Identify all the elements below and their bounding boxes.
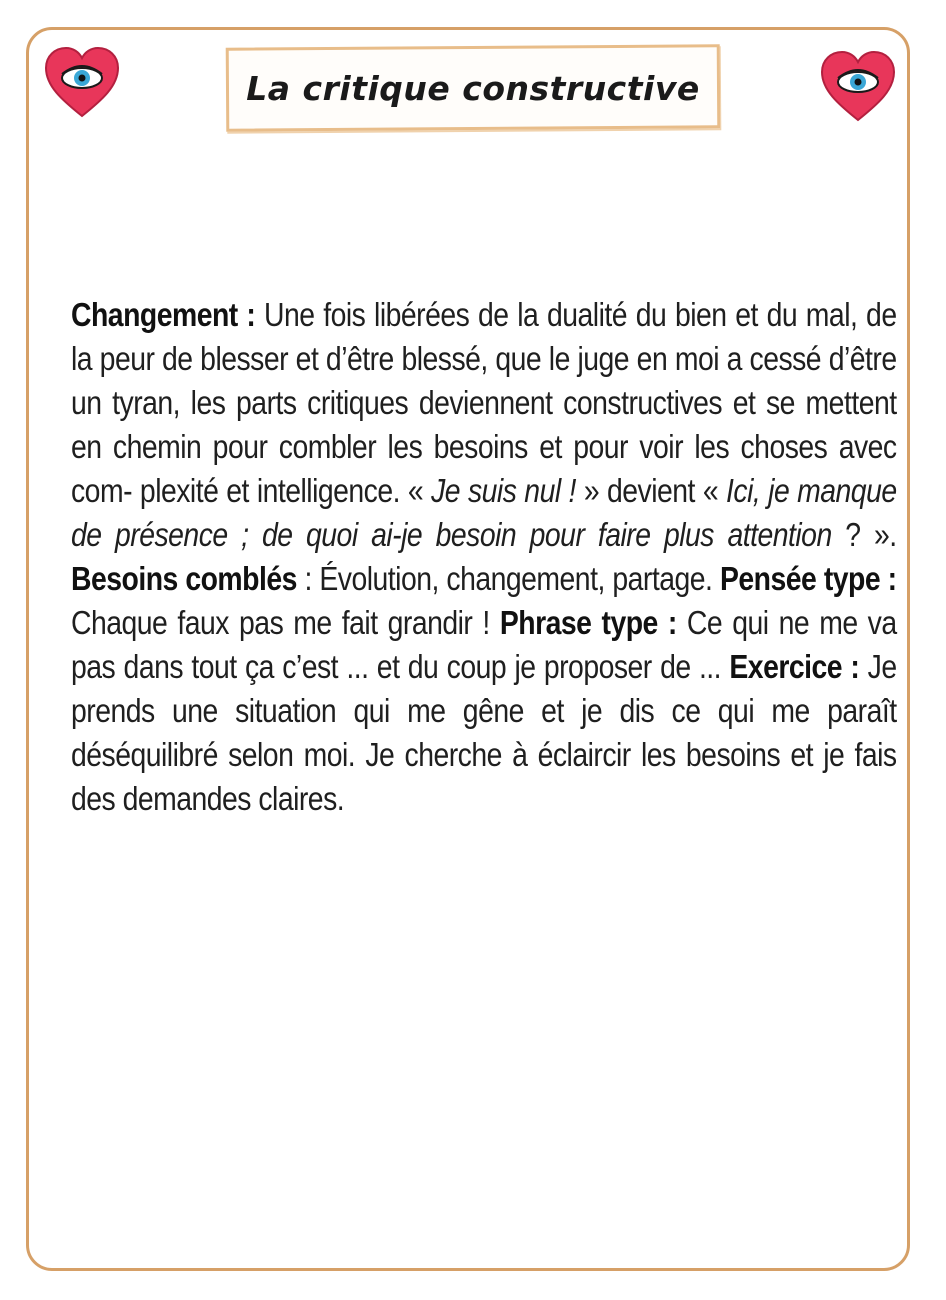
text-segment: » devient « [575, 472, 727, 509]
text-segment: Une fois libérées de la dualité du bien et du mal, de la peur de blesser et d’être blessé, que le juge en moi a cessé d’être un tyran, les parts critiques deviennent constructives et se mettent en chemin pour combler les besoins et pour voir les choses avec com- plexité et intelligence. « [71, 296, 897, 509]
label-changement: Changement : [71, 296, 256, 333]
label-exercice: Exercice : [729, 648, 860, 685]
label-besoins-combles: Besoins comblés [71, 560, 297, 597]
heart-eye-icon [818, 48, 898, 124]
heart-eye-icon [42, 44, 122, 120]
text-segment: Je prends une situation qui me gêne et je dis ce qui me paraît déséquilibré selon moi. Je cherche à éclaircir les besoins et je fais des demandes claires. [71, 648, 897, 817]
label-phrase-type: Phrase type : [499, 604, 677, 641]
quote-je-suis-nul: Je suis nul ! [431, 472, 576, 509]
text-segment: : Évolution, changement, partage. [296, 560, 720, 597]
text-segment: Chaque faux pas me fait grandir ! [71, 604, 500, 641]
card-body-text [71, 293, 897, 821]
quote-ici: Ici, je manque de présence ; de quoi ai-je besoin pour faire plus attention [71, 472, 897, 553]
label-pensee-type: Pensée type : [719, 560, 897, 597]
text-segment: Ce qui ne me va pas dans tout ça c’est ... et du coup je proposer de ... [71, 604, 897, 685]
card-title: La critique constructive [246, 68, 700, 108]
text-segment: ? ». [831, 516, 897, 553]
